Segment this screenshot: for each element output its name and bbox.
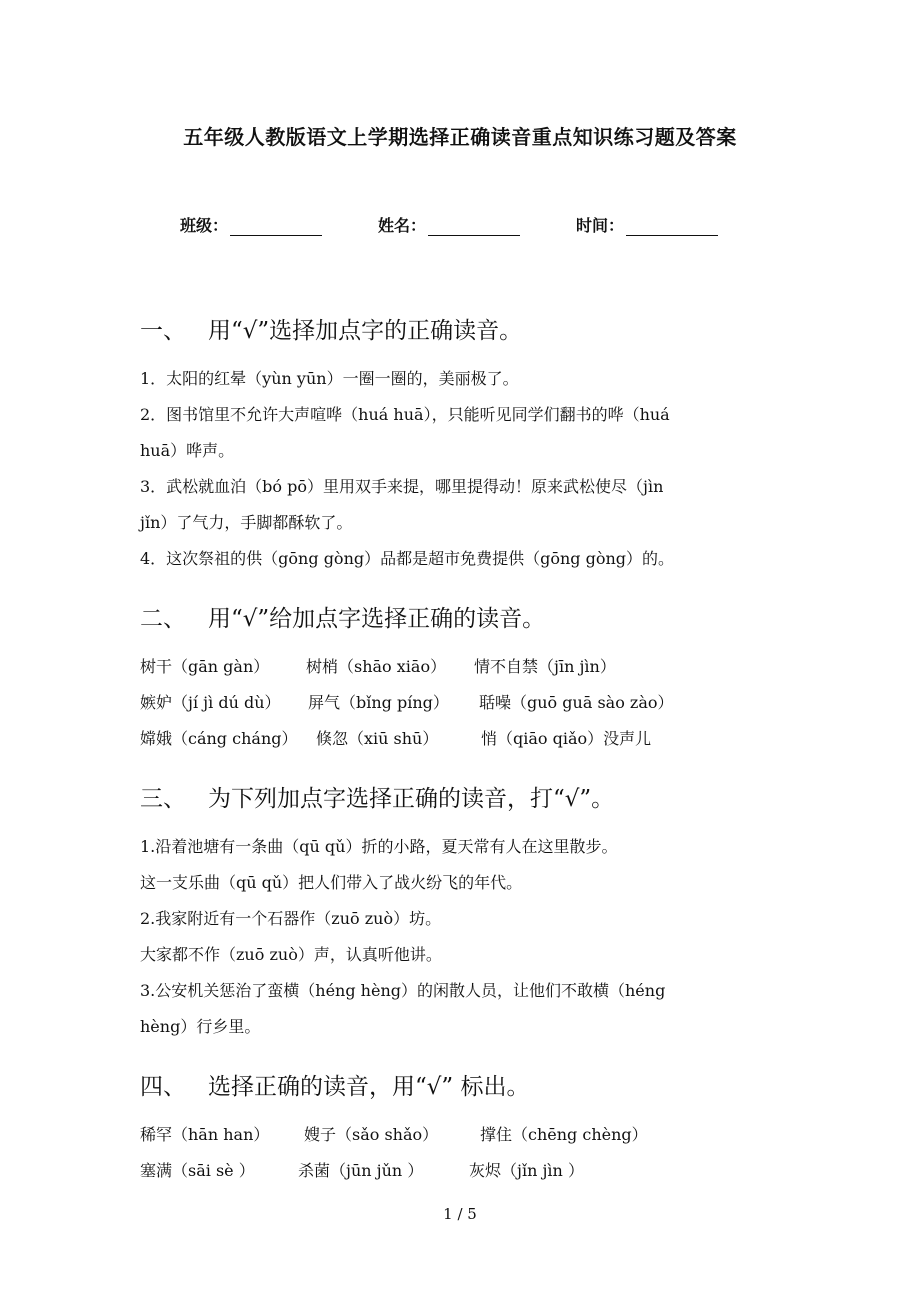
class-field bbox=[180, 213, 322, 236]
word-item: 稀罕（hān han） bbox=[140, 1125, 270, 1144]
word-row bbox=[140, 649, 780, 685]
question-line: 1.沿着池塘有一条曲（qū qǔ）折的小路，夏天常有人在这里散步。 bbox=[140, 837, 618, 856]
question-line: 大家都不作（zuō zuò）声，认真听他讲。 bbox=[140, 945, 442, 964]
word-item: 悄（qiāo qiǎo）没声儿 bbox=[481, 729, 652, 748]
name-field bbox=[378, 213, 520, 236]
question-line: 1．太阳的红晕（yùn yūn）一圈一圈的，美丽极了。 bbox=[140, 369, 519, 388]
question-line: huā）哗声。 bbox=[140, 441, 235, 460]
time-label: 时间： bbox=[576, 216, 625, 235]
section-3 bbox=[140, 780, 780, 1045]
word-item: 情不自禁（jīn jìn） bbox=[474, 657, 616, 676]
section-1 bbox=[140, 312, 780, 577]
time-field bbox=[576, 213, 718, 236]
word-item: 嫦娥（cáng cháng） bbox=[140, 729, 298, 748]
name-label: 姓名： bbox=[378, 216, 427, 235]
word-item: 聒噪（guō guā sào zào） bbox=[479, 693, 674, 712]
question-line: jǐn）了气力，手脚都酥软了。 bbox=[140, 513, 353, 532]
section-title: 为下列加点字选择正确的读音，打“√”。 bbox=[208, 786, 615, 812]
word-item: 嫂子（sǎo shǎo） bbox=[304, 1125, 439, 1144]
word-item: 嫉妒（jí jì dú dù） bbox=[140, 693, 281, 712]
word-row bbox=[140, 685, 780, 721]
page-number: 1 / 5 bbox=[443, 1205, 477, 1223]
section-number: 三、 bbox=[140, 786, 186, 812]
section-2 bbox=[140, 600, 780, 757]
class-label: 班级： bbox=[180, 216, 229, 235]
word-item: 倏忽（xiū shū） bbox=[316, 729, 439, 748]
question-line: 4．这次祭祖的供（gōng gòng）品都是超市免费提供（gōng gòng）的。 bbox=[140, 549, 675, 568]
name-blank[interactable] bbox=[428, 218, 520, 236]
section-heading bbox=[140, 312, 780, 345]
question-line: 2.我家附近有一个石器作（zuō zuò）坊。 bbox=[140, 909, 442, 928]
word-row bbox=[140, 721, 780, 757]
section-number: 一、 bbox=[140, 318, 186, 344]
word-row bbox=[140, 1117, 780, 1153]
question-line: 2．图书馆里不允许大声喧哗（huá huā），只能听见同学们翻书的哗（huá bbox=[140, 405, 670, 424]
section-number: 二、 bbox=[140, 606, 186, 632]
word-item: 撑住（chēng chèng） bbox=[480, 1125, 648, 1144]
section-title: 用“√”选择加点字的正确读音。 bbox=[208, 318, 523, 344]
word-item: 树梢（shāo xiāo） bbox=[306, 657, 447, 676]
class-blank[interactable] bbox=[230, 218, 322, 236]
section-title: 选择正确的读音，用“√” 标出。 bbox=[208, 1074, 530, 1100]
section-title: 用“√”给加点字选择正确的读音。 bbox=[208, 606, 546, 632]
question-line: hèng）行乡里。 bbox=[140, 1017, 261, 1036]
question-line: 3．武松就血泊（bó pō）里用双手来提，哪里提得动！原来武松使尽（jìn bbox=[140, 477, 664, 496]
question-line: 3.公安机关惩治了蛮横（héng hèng）的闲散人员，让他们不敢横（héng bbox=[140, 981, 666, 1000]
section-heading bbox=[140, 780, 780, 813]
word-item: 杀菌（jūn jǔn ） bbox=[298, 1161, 424, 1180]
word-item: 塞满（sāi sè ） bbox=[140, 1161, 255, 1180]
time-blank[interactable] bbox=[626, 218, 718, 236]
word-item: 树干（gān gàn） bbox=[140, 657, 270, 676]
student-info bbox=[180, 213, 780, 236]
section-4 bbox=[140, 1068, 780, 1189]
word-item: 屏气（bǐng píng） bbox=[308, 693, 449, 712]
document-title: 五年级人教版语文上学期选择正确读音重点知识练习题及答案 bbox=[183, 125, 737, 149]
question-line: 这一支乐曲（qū qǔ）把人们带入了战火纷飞的年代。 bbox=[140, 873, 523, 892]
section-number: 四、 bbox=[140, 1074, 186, 1100]
section-heading bbox=[140, 600, 780, 633]
word-item: 灰烬（jǐn jìn ） bbox=[469, 1161, 584, 1180]
word-row bbox=[140, 1153, 780, 1189]
section-heading bbox=[140, 1068, 780, 1101]
